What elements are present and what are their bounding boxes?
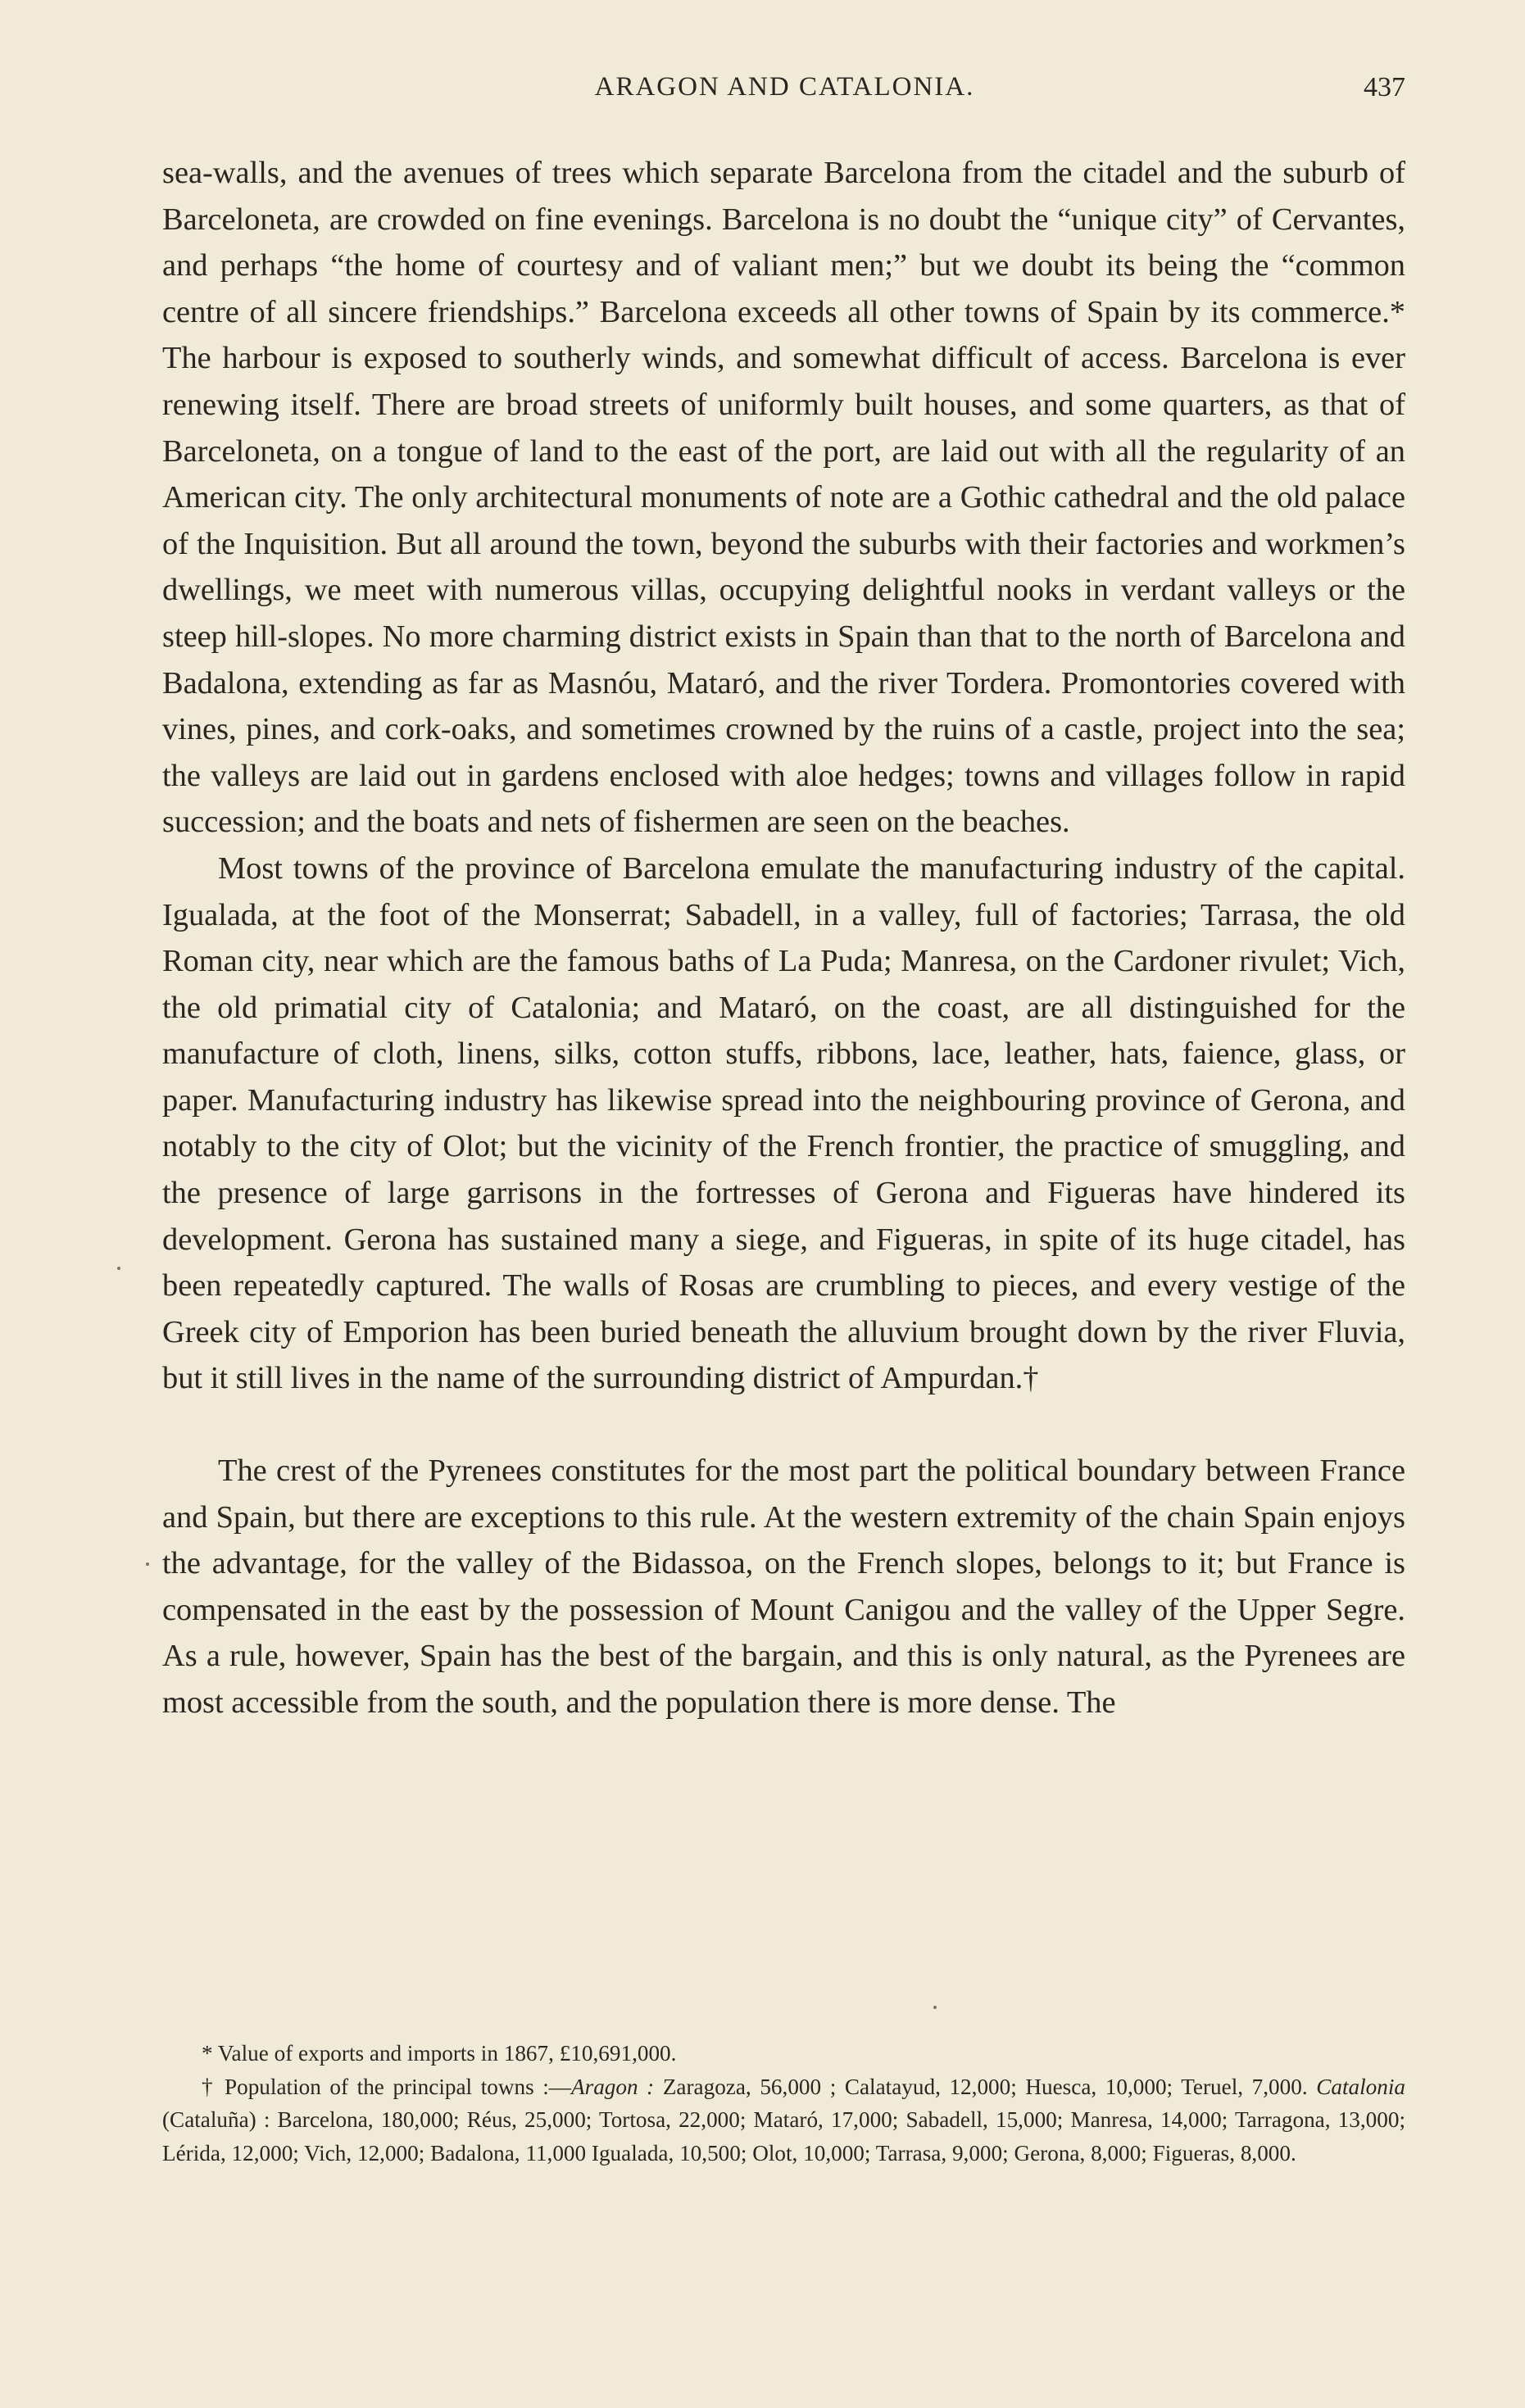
paragraph-province-towns: Most towns of the province of Barcelona emulate the manufacturing industry of the capital. Igualada, at the foot of the Monserrat; Sabadell, in a valley, full of factories; Tarrasa, the old Roman city, near which are the famous baths of La Puda; Manresa, on the Cardoner rivulet; Vich, the old primatial city of Catalonia; and Mataró, on the coast, are all distinguished for the manufacture of cloth, linens, silks, cotton stuffs, ribbons, lace, leather, hats, faience, glass, or paper. Manufacturing industry has likewise spread into the neighbouring province of Gerona, and notably to the city of Olot; but the vicinity of the French frontier, the practice of smuggling, and the presence of large garrisons in the fortresses of Gerona and Figueras have hindered its development. Gerona has sustained many a siege, and Figueras, in spite of its huge citadel, has been repeatedly captured. The walls of Rosas are crumbling to pieces, and every vestige of the Greek city of Emporion has been buried beneath the alluvium brought down by the river Fluvia, but it still lives in the name of the surrounding district of Ampurdan.† [162,850,1405,1396]
footnote-aragon-label: Aragon : [571,2074,655,2099]
footnote-aragon-towns: Zaragoza, 56,000 ; Calatayud, 12,000; Huesca, 10,000; Teruel, 7,000. [654,2074,1317,2099]
footnote-exports: * Value of exports and imports in 1867, £10,691,000. [202,2041,677,2066]
paper-speck [146,1562,149,1566]
body-text [162,150,1405,1726]
paper-speck [933,2006,937,2009]
footnote-population-lead: † Population of the principal towns :— [202,2074,571,2099]
footnote-catalonia-towns: (Cataluña) : Barcelona, 180,000; Réus, 25,000; Tortosa, 22,000; Mataró, 17,000; Sabadell, 15,000; Manresa, 14,000; Tarragona, 13,000; Lérida, 12,000; Vich, 12,000; Badalona, 11,000 Igualada, 10,500; Olot, 10,000; Tarrasa, 9,000; Gerona, 8,000; Figueras, 8,000. [162,2107,1405,2165]
paper-speck [117,1267,120,1270]
page-number: 437 [1364,72,1405,102]
footnote-catalonia-label: Catalonia [1316,2074,1405,2099]
running-head [164,72,1405,113]
paragraph-barcelona: sea-walls, and the avenues of trees which separate Barcelona from the citadel and the suburb of Barceloneta, are crowded on fine evenings. Barcelona is no doubt the “unique city” of Cervantes, and perhaps “the home of courtesy and of valiant men;” but we doubt its being the “common centre of all sincere friendships.” Barcelona exceeds all other towns of Spain by its commerce.* The harbour is exposed to southerly winds, and somewhat difficult of access. Barcelona is ever renewing itself. There are broad streets of uniformly built houses, and some quarters, as that of Barceloneta, on a tongue of land to the east of the port, are laid out with all the regularity of an American city. The only architectural monuments of note are a Gothic cathedral and the old palace of the Inquisition. But all around the town, beyond the suburbs with their factories and workmen’s dwellings, we meet with numerous villas, occupying delightful nooks in verdant valleys or the steep hill-slopes. No more charming district exists in Spain than that to the north of Barcelona and Badalona, extending as far as Masnóu, Mataró, and the river Tordera. Promontories covered with vines, pines, and cork-oaks, and sometimes crowned by the ruins of a castle, project into the sea; the valleys are laid out in gardens enclosed with aloe hedges; towns and villages follow in rapid succession; and the boats and nets of fishermen are seen on the beaches. [162,156,1405,840]
running-title: ARAGON AND CATALONIA. [594,72,975,102]
footnote-population [162,2070,1405,2170]
footnotes [162,2037,1405,2170]
paragraph-pyrenees: The crest of the Pyrenees constitutes for the most part the political boundary between France and Spain, but there are exceptions to this rule. At the western extremity of the chain Spain enjoys the advantage, for the valley of the Bidassoa, on the French slopes, belongs to it; but France is compensated in the east by the possession of Mount Canigou and the valley of the Upper Segre. As a rule, however, Spain has the best of the bargain, and this is only natural, as the Pyrenees are most accessible from the south, and the population there is more dense. The [162,1453,1405,1720]
